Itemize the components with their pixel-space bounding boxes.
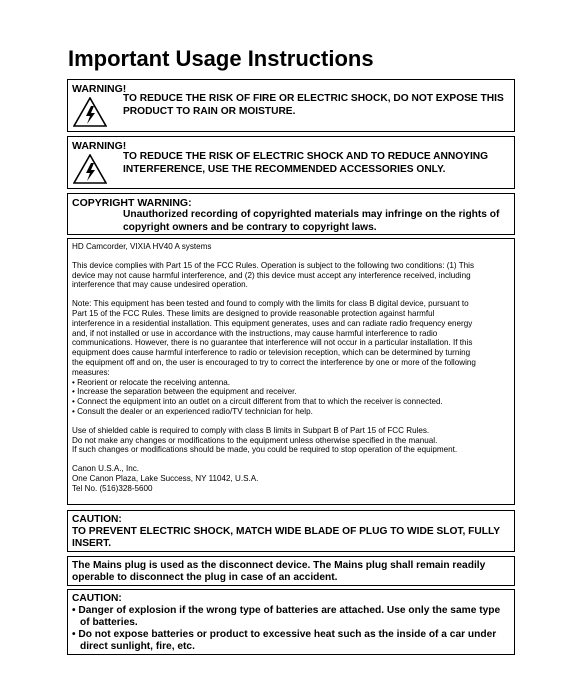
list-item: • Consult the dealer or an experienced radio/TV technician for help.: [72, 406, 313, 416]
warning-text: TO REDUCE THE RISK OF ELECTRIC SHOCK AND TO REDUCE ANNOYING INTERFERENCE, USE THE RECOMMENDED ACCESSORIES ONLY.: [123, 151, 489, 175]
caution-label: CAUTION:: [72, 593, 122, 604]
fcc-paragraph-2: Note: This equipment has been tested and found to comply with the limits for class B digital device, pursuant to Part 15 of the FCC Rules. These limits are designed to provide reasonable protection against harmful interference in a residential installation. This equipment generates, uses and can radiate radio frequency energy and, if not installed or use in accordance with the instructions, may cause harmful interference to radio communications. However, there is no guarantee that interference will not occur in a particular installation. If this equipment does cause harmful interference to radio or television reception, which can be determined by turning the equipment off and on, the user is encouraged to try to correct the interference by one or more of the following measures:: [72, 299, 476, 377]
warning-label: WARNING!: [72, 83, 127, 95]
page-title: Important Usage Instructions: [68, 46, 374, 71]
fcc-measures-list: [72, 378, 510, 417]
warning-text: TO REDUCE THE RISK OF FIRE OR ELECTRIC SHOCK, DO NOT EXPOSE THIS PRODUCT TO RAIN OR MOISTURE.: [123, 93, 504, 117]
model-line: HD Camcorder, VIXIA HV40 A systems: [72, 242, 212, 251]
electric-shock-warning-icon: [73, 154, 107, 184]
manufacturer-address: Canon U.S.A., Inc. One Canon Plaza, Lake Success, NY 11042, U.S.A. Tel No. (516)328-5600: [72, 464, 259, 493]
warning-box-fire: [67, 79, 515, 132]
fcc-paragraph-3: Use of shielded cable is required to comply with class B limits in Subpart B of Part 15 of FCC Rules. Do not make any changes or modifications to the equipment unless otherwise specified in the manual. If such changes or modifications should be made, you could be required to stop operation of the equipment.: [72, 425, 458, 455]
caution-plug-box: CAUTION: TO PREVENT ELECTRIC SHOCK, MATCH WIDE BLADE OF PLUG TO WIDE SLOT, FULLY INSERT.: [67, 510, 515, 552]
warning-box-interference: [67, 136, 515, 189]
list-item: • Increase the separation between the equipment and receiver.: [72, 387, 297, 397]
copyright-text: Unauthorized recording of copyrighted materials may infringe on the rights of copyright owners and be contrary to copyright laws.: [123, 209, 500, 233]
list-item: • Connect the equipment into an outlet on a circuit different from that to which the receiver is connected.: [72, 397, 443, 407]
copyright-warning-box: [67, 193, 515, 235]
warning-label: WARNING!: [72, 140, 127, 152]
electric-shock-warning-icon: [73, 97, 107, 127]
copyright-label: COPYRIGHT WARNING:: [72, 197, 192, 209]
list-item: • Reorient or relocate the receiving antenna.: [72, 377, 231, 387]
fcc-compliance-box: [67, 238, 515, 505]
fcc-paragraph-1: This device complies with Part 15 of the FCC Rules. Operation is subject to the following two conditions: (1) This device may not cause harmful interference, and (2) this device must accept any interference received, including interference that may cause undesired operation.: [72, 260, 475, 290]
list-item: • Danger of explosion if the wrong type of batteries are attached. Use only the same type of batteries.: [72, 605, 501, 628]
mains-plug-box: The Mains plug is used as the disconnect device. The Mains plug shall remain readily operable to disconnect the plug in case of an accident.: [67, 556, 515, 586]
caution-batteries-box: [67, 589, 515, 655]
list-item: • Do not expose batteries or product to excessive heat such as the inside of a car under direct sunlight, fire, etc.: [72, 629, 497, 652]
caution-label: CAUTION:: [72, 514, 122, 525]
